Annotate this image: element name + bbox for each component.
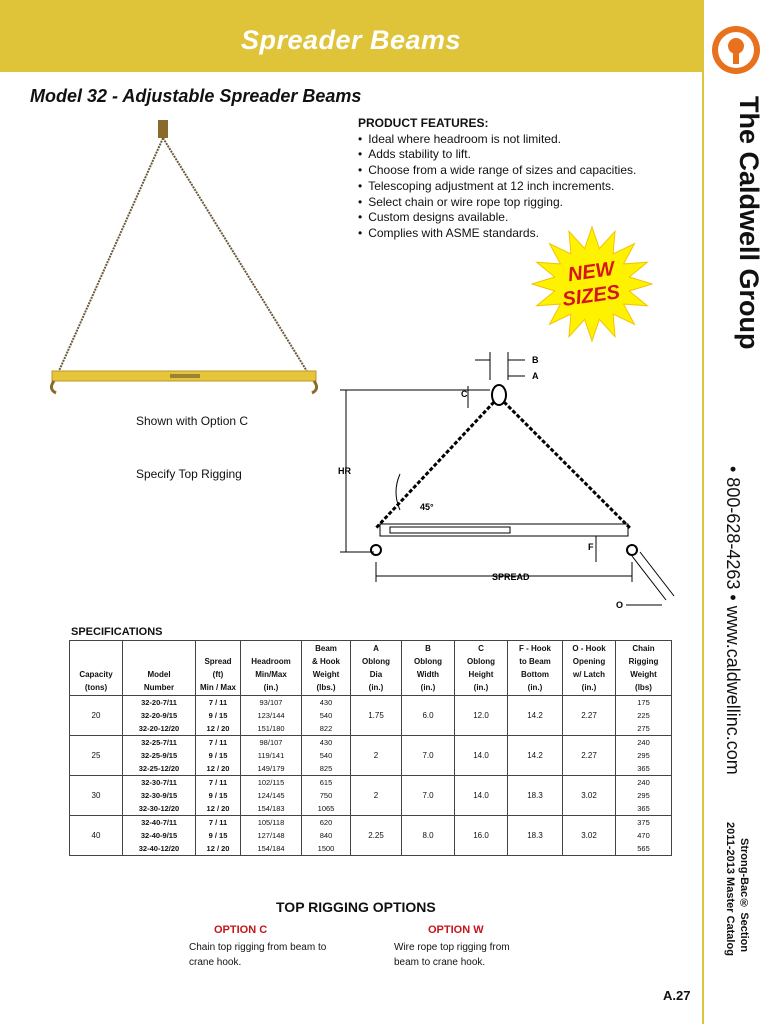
cell-capacity: 20	[70, 696, 123, 736]
banner-title: Spreader Beams	[240, 25, 462, 55]
label-c: C	[461, 389, 468, 399]
cell-headroom: 98/107 119/141 149/179	[241, 736, 302, 776]
rigging-title: TOP RIGGING OPTIONS	[276, 899, 436, 915]
cell-headroom: 102/115 124/145 154/183	[241, 776, 302, 816]
cell-weight: 615 750 1065	[302, 776, 351, 816]
feature-item: • Complies with ASME standards.	[358, 226, 636, 242]
cell-headroom: 93/107 123/144 151/180	[241, 696, 302, 736]
cell-weight: 430 540 822	[302, 696, 351, 736]
cell-chain: 375 470 565	[616, 816, 672, 856]
cell-chain: 240 295 365	[616, 776, 672, 816]
cell-c: 14.0	[455, 776, 508, 816]
brand-section: Strong-Bac® Section	[738, 838, 750, 953]
new-sizes-badge	[526, 222, 658, 346]
photo-caption-option: Shown with Option C	[136, 414, 249, 428]
right-chain	[163, 138, 308, 373]
label-o: O	[616, 600, 624, 610]
feature-item: • Adds stability to lift.	[358, 147, 636, 163]
caldwell-logo-icon	[708, 22, 764, 78]
dim-o-line1	[632, 556, 666, 600]
cell-b: 8.0	[402, 816, 455, 856]
cell-headroom: 105/118 127/148 154/184	[241, 816, 302, 856]
cell-spread: 7 / 11 9 / 15 12 / 20	[196, 776, 241, 816]
top-shackle	[158, 120, 168, 138]
cell-a: 2	[351, 736, 402, 776]
label-angle: 45°	[420, 502, 434, 512]
cell-spread: 7 / 11 9 / 15 12 / 20	[196, 816, 241, 856]
diagram-right-chain	[504, 402, 630, 528]
left-chain	[58, 138, 163, 373]
option-w-desc: Wire rope top rigging from beam to crane hook.	[394, 942, 510, 968]
cell-spread: 7 / 11 9 / 15 12 / 20	[196, 696, 241, 736]
cell-a: 2.25	[351, 816, 402, 856]
badge-line2: SIZES	[561, 281, 622, 311]
dim-o-line2	[640, 552, 674, 596]
th-a: A Oblong Dia (in.)	[351, 641, 402, 696]
label-spread: SPREAD	[492, 572, 530, 582]
cell-o: 3.02	[563, 776, 616, 816]
cell-chain: 240 295 365	[616, 736, 672, 776]
th-b: B Oblong Width (in.)	[402, 641, 455, 696]
brand-name: The Caldwell Group	[734, 96, 764, 350]
cell-models: 32-40-7/11 32-40-9/15 32-40-12/20	[123, 816, 196, 856]
cell-f: 14.2	[508, 736, 563, 776]
page-number: A.27	[663, 988, 691, 1003]
cell-chain: 175 225 275	[616, 696, 672, 736]
label-hr: HR	[338, 466, 351, 476]
table-row	[70, 736, 672, 776]
th-capacity: Capacity (tons)	[70, 641, 123, 696]
cell-capacity: 25	[70, 736, 123, 776]
feature-item: • Choose from a wide range of sizes and capacities.	[358, 163, 636, 179]
right-hook-ring	[627, 545, 637, 555]
table-row	[70, 696, 672, 736]
cell-models: 32-30-7/11 32-30-9/15 32-30-12/20	[123, 776, 196, 816]
feature-item: • Ideal where headroom is not limited.	[358, 132, 636, 148]
cell-a: 1.75	[351, 696, 402, 736]
label-f: F	[588, 542, 594, 552]
page-subtitle: Model 32 - Adjustable Spreader Beams	[30, 86, 362, 106]
option-w-title: OPTION W	[428, 924, 484, 936]
feature-item: • Custom designs available.	[358, 210, 636, 226]
table-row	[70, 776, 672, 816]
cell-b: 6.0	[402, 696, 455, 736]
features-heading: PRODUCT FEATURES:	[358, 116, 489, 130]
header-banner	[0, 0, 702, 72]
cell-c: 12.0	[455, 696, 508, 736]
cell-o: 2.27	[563, 696, 616, 736]
th-model: Model Number	[123, 641, 196, 696]
cell-c: 16.0	[455, 816, 508, 856]
table-header-row	[70, 641, 672, 696]
cell-a: 2	[351, 776, 402, 816]
cell-models: 32-20-7/11 32-20-9/15 32-20-12/20	[123, 696, 196, 736]
cell-o: 3.02	[563, 816, 616, 856]
diagram-beam-inner	[390, 527, 510, 533]
th-chain: Chain Rigging Weight (lbs)	[616, 641, 672, 696]
label-a: A	[532, 371, 539, 381]
table-row	[70, 816, 672, 856]
feature-item: • Select chain or wire rope top rigging.	[358, 195, 636, 211]
badge-line1: NEW	[566, 257, 616, 287]
cell-weight: 620 840 1500	[302, 816, 351, 856]
right-hook	[312, 381, 317, 393]
cell-f: 14.2	[508, 696, 563, 736]
left-hook	[51, 381, 56, 393]
th-spread: Spread (ft) Min / Max	[196, 641, 241, 696]
beam-label	[170, 374, 200, 378]
cell-weight: 430 540 825	[302, 736, 351, 776]
diagram-beam	[380, 524, 628, 536]
th-f: F - Hook to Beam Bottom (in.)	[508, 641, 563, 696]
th-weight: Beam & Hook Weight (lbs.)	[302, 641, 351, 696]
cell-c: 14.0	[455, 736, 508, 776]
brand-catalog: 2011-2013 Master Catalog	[724, 822, 736, 956]
product-photo	[40, 118, 330, 408]
dimension-diagram	[330, 350, 700, 620]
feature-item: • Telescoping adjustment at 12 inch increments.	[358, 179, 636, 195]
specifications-table	[69, 640, 672, 856]
label-b: B	[532, 355, 539, 365]
th-headroom: Headroom Min/Max (in.)	[241, 641, 302, 696]
logo-keyhole-stem	[733, 50, 739, 64]
diagram-left-chain	[376, 402, 494, 528]
cell-capacity: 30	[70, 776, 123, 816]
option-c-desc: Chain top rigging from beam to crane hook.	[189, 942, 327, 968]
cell-f: 18.3	[508, 776, 563, 816]
oblong-ring	[492, 385, 506, 405]
th-c: C Oblong Height (in.)	[455, 641, 508, 696]
option-c-title: OPTION C	[214, 924, 268, 936]
specifications-title: SPECIFICATIONS	[71, 626, 163, 638]
cell-spread: 7 / 11 9 / 15 12 / 20	[196, 736, 241, 776]
side-divider	[702, 0, 704, 1024]
cell-b: 7.0	[402, 736, 455, 776]
cell-models: 32-25-7/11 32-25-9/15 32-25-12/20	[123, 736, 196, 776]
cell-b: 7.0	[402, 776, 455, 816]
th-o: O - Hook Opening w/ Latch (in.)	[563, 641, 616, 696]
cell-f: 18.3	[508, 816, 563, 856]
brand-contact: • 800-628-4263 • www.caldwellinc.com	[723, 466, 743, 775]
cell-o: 2.27	[563, 736, 616, 776]
cell-capacity: 40	[70, 816, 123, 856]
photo-caption-rigging: Specify Top Rigging	[136, 467, 242, 481]
left-hook-ring	[371, 545, 381, 555]
